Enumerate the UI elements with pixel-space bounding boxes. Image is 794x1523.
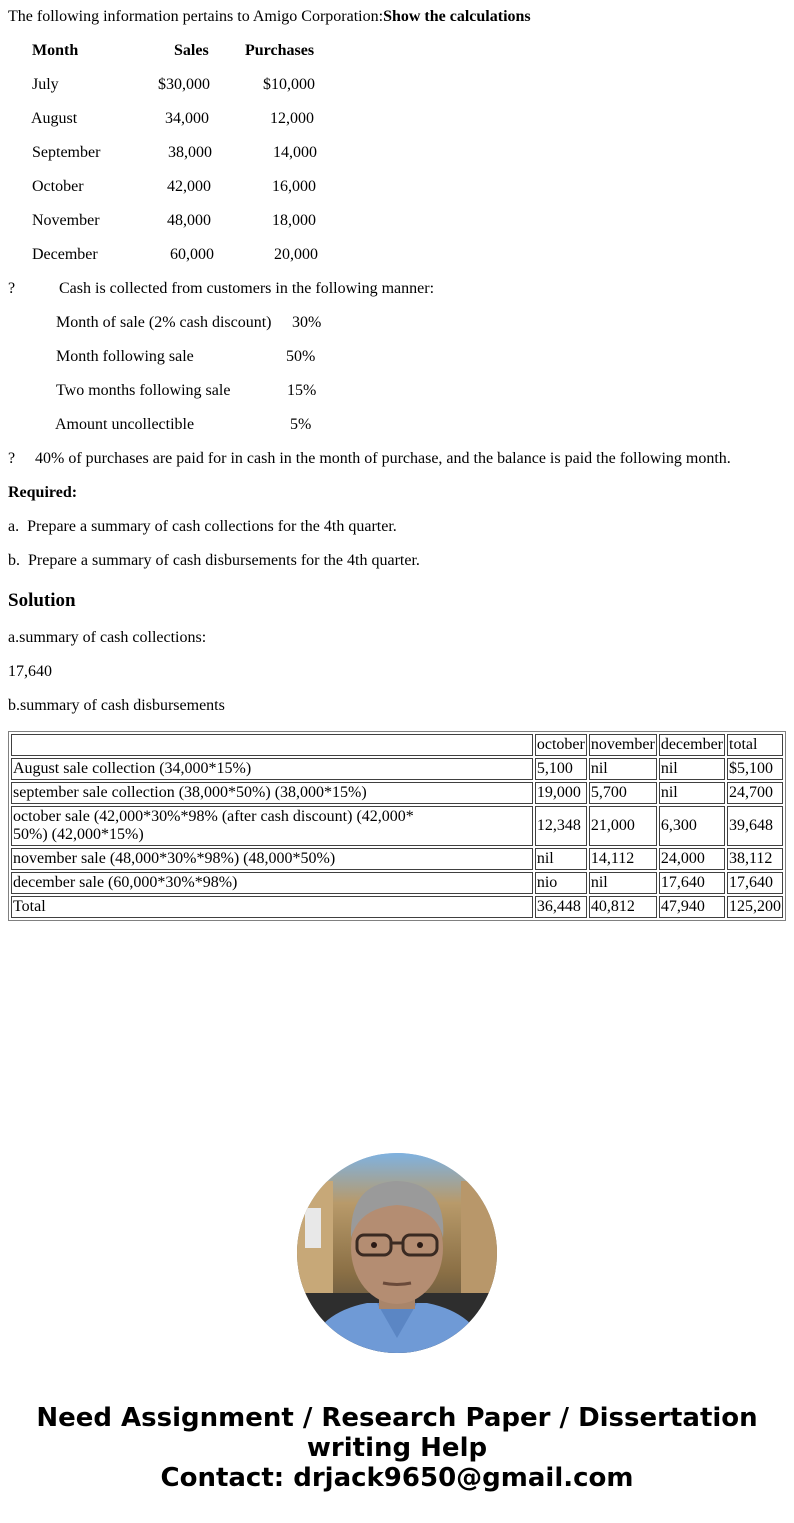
cell-total: 24,700 bbox=[727, 782, 783, 804]
item-marker: a. bbox=[8, 518, 20, 535]
cell-november: 5,700 bbox=[589, 782, 657, 804]
table-row bbox=[11, 806, 783, 846]
cell-november: 14,112 bbox=[589, 848, 657, 870]
cell-december: 6,300 bbox=[659, 806, 725, 846]
cell-november: nil bbox=[589, 872, 657, 894]
cell-total: $5,100 bbox=[727, 758, 783, 780]
cell-november: 40,812 bbox=[589, 896, 657, 918]
cell-total: 125,200 bbox=[727, 896, 783, 918]
cell-total: 17,640 bbox=[727, 872, 783, 894]
table-row bbox=[11, 872, 783, 894]
header-cell: december bbox=[659, 734, 725, 756]
term-pct: 30% bbox=[292, 314, 322, 331]
row-purchases: $10,000 bbox=[263, 76, 315, 93]
cell-november: nil bbox=[589, 758, 657, 780]
header-cell bbox=[11, 734, 533, 756]
row-label: december sale (60,000*30%*98%) bbox=[11, 872, 533, 894]
part-a-value: 17,640 bbox=[8, 663, 52, 680]
row-sales: 48,000 bbox=[167, 212, 211, 229]
row-month: December bbox=[32, 246, 98, 263]
cell-december: 17,640 bbox=[659, 872, 725, 894]
term-label: Two months following sale bbox=[56, 382, 231, 399]
intro-line bbox=[8, 8, 531, 26]
part-b-label: b.summary of cash disbursements bbox=[8, 697, 225, 714]
cell-total: 38,112 bbox=[727, 848, 783, 870]
cell-december: nil bbox=[659, 782, 725, 804]
term-label: Amount uncollectible bbox=[55, 416, 195, 433]
header-purchases: Purchases bbox=[245, 42, 315, 59]
item-text: Prepare a summary of cash collections for the 4th quarter. bbox=[27, 518, 397, 535]
promo-banner bbox=[0, 1403, 794, 1493]
cell-october: 12,348 bbox=[535, 806, 587, 846]
row-label: August sale collection (34,000*15%) bbox=[11, 758, 533, 780]
table-row bbox=[11, 758, 783, 780]
term-pct: 50% bbox=[286, 348, 316, 365]
author-avatar bbox=[297, 1153, 497, 1353]
term-pct: 15% bbox=[287, 382, 317, 399]
row-sales: $30,000 bbox=[158, 76, 210, 93]
promo-line-2: writing Help bbox=[306, 1433, 488, 1463]
required-item-a bbox=[8, 518, 397, 536]
promo-contact: Contact: drjack9650@gmail.com bbox=[160, 1463, 634, 1493]
term-label: Month following sale bbox=[56, 348, 194, 365]
bullet-marker: ? bbox=[8, 280, 16, 297]
cell-december: 24,000 bbox=[659, 848, 725, 870]
intro-text: The following information pertains to Amigo Corporation: bbox=[8, 8, 384, 25]
row-month: September bbox=[32, 144, 101, 161]
table-header-row bbox=[11, 734, 783, 756]
bullet-marker: ? bbox=[8, 450, 16, 467]
cell-october: 36,448 bbox=[535, 896, 587, 918]
cell-october: 19,000 bbox=[535, 782, 587, 804]
row-sales: 42,000 bbox=[167, 178, 211, 195]
row-month: October bbox=[32, 178, 84, 195]
portrait-icon bbox=[297, 1153, 497, 1353]
solution-heading: Solution bbox=[8, 590, 76, 611]
cell-october: 5,100 bbox=[535, 758, 587, 780]
instruction-text: Show the calculations bbox=[383, 8, 531, 25]
table-total-row bbox=[11, 896, 783, 918]
header-sales: Sales bbox=[174, 42, 209, 59]
required-item-b bbox=[8, 552, 420, 570]
cash-collections-table bbox=[8, 731, 786, 921]
cell-november: 21,000 bbox=[589, 806, 657, 846]
row-purchases: 12,000 bbox=[270, 110, 314, 127]
row-label: Total bbox=[11, 896, 533, 918]
row-label: november sale (48,000*30%*98%) (48,000*50%) bbox=[11, 848, 533, 870]
term-pct: 5% bbox=[290, 416, 312, 433]
cell-total: 39,648 bbox=[727, 806, 783, 846]
row-month: November bbox=[32, 212, 100, 229]
table-row bbox=[11, 848, 783, 870]
part-a-label: a.summary of cash collections: bbox=[8, 629, 207, 646]
row-label: october sale (42,000*30%*98% (after cash discount) (42,000* 50%) (42,000*15%) bbox=[11, 806, 533, 846]
row-purchases: 16,000 bbox=[272, 178, 316, 195]
row-purchases: 18,000 bbox=[272, 212, 316, 229]
cell-october: nil bbox=[535, 848, 587, 870]
required-heading: Required: bbox=[8, 484, 78, 501]
collection-heading: Cash is collected from customers in the following manner: bbox=[59, 280, 435, 297]
row-sales: 60,000 bbox=[170, 246, 214, 263]
purchase-terms-text: 40% of purchases are paid for in cash in the month of purchase, and the balance is paid the following month. bbox=[35, 450, 731, 467]
header-cell: total bbox=[727, 734, 783, 756]
row-purchases: 14,000 bbox=[273, 144, 317, 161]
header-cell: november bbox=[589, 734, 657, 756]
item-marker: b. bbox=[8, 552, 20, 569]
row-month: July bbox=[32, 76, 59, 93]
item-text: Prepare a summary of cash disbursements for the 4th quarter. bbox=[28, 552, 420, 569]
cell-december: 47,940 bbox=[659, 896, 725, 918]
header-month: Month bbox=[32, 42, 79, 59]
row-sales: 38,000 bbox=[168, 144, 212, 161]
row-label: september sale collection (38,000*50%) (38,000*15%) bbox=[11, 782, 533, 804]
row-purchases: 20,000 bbox=[274, 246, 318, 263]
row-sales: 34,000 bbox=[165, 110, 209, 127]
cell-october: nio bbox=[535, 872, 587, 894]
promo-line-1: Need Assignment / Research Paper / Dissertation bbox=[36, 1403, 758, 1433]
header-cell: october bbox=[535, 734, 587, 756]
cell-december: nil bbox=[659, 758, 725, 780]
table-row bbox=[11, 782, 783, 804]
term-label: Month of sale (2% cash discount) bbox=[56, 314, 272, 331]
row-month: August bbox=[31, 110, 78, 127]
